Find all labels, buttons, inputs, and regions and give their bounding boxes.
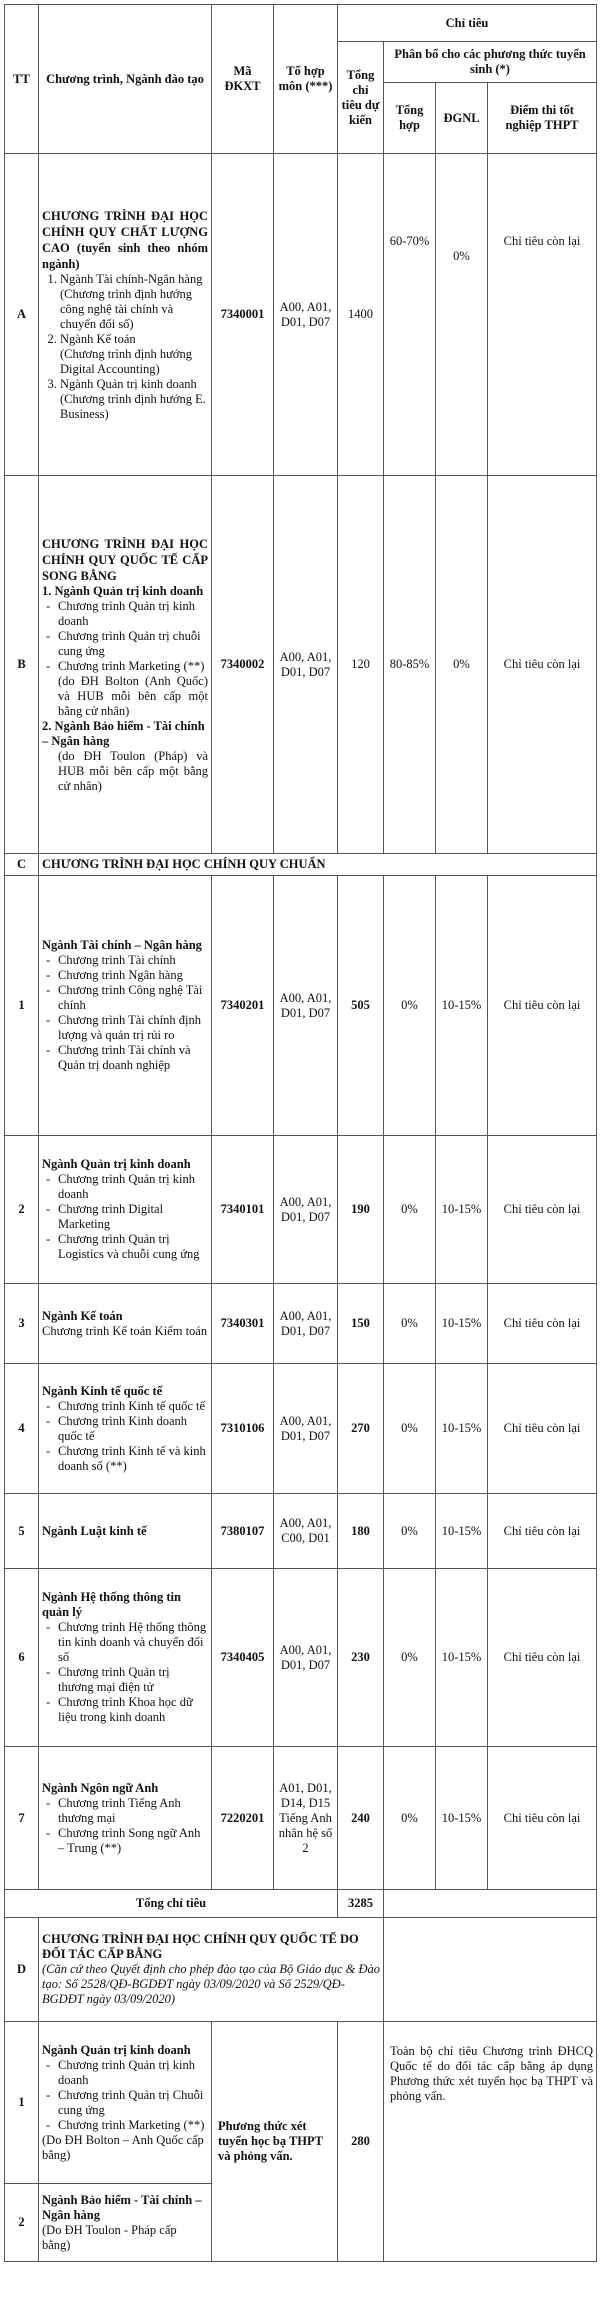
row-tt: 2: [5, 2184, 39, 2262]
row-thpt: Chỉ tiêu còn lại: [488, 1364, 597, 1494]
row-major: Ngành Luật kinh tế: [42, 1523, 147, 1538]
row-program: [39, 2022, 212, 2184]
admission-quota-table: [4, 4, 597, 2262]
row-tong-hop: 0%: [384, 1136, 436, 1284]
row-dgnl: 10-15%: [436, 1569, 488, 1747]
row-combo: A00, A01, C00, D01: [274, 1494, 338, 1569]
row-dgnl: 10-15%: [436, 876, 488, 1136]
header-chi-tieu: Chỉ tiêu: [338, 5, 597, 42]
list-item: - Chương trình Tài chính: [42, 953, 208, 968]
section-b-tong-hop: 80-85%: [384, 476, 436, 854]
list-item: - Chương trình Quản trị kinh doanh: [42, 1172, 208, 1202]
row-program: [39, 1494, 212, 1569]
list-item: - Chương trình Tiếng Anh thương mại: [42, 1796, 208, 1826]
section-d-basis: (Căn cứ theo Quyết định cho phép đào tạo của Bộ Giáo dục & Đào tạo: Số 2528/QĐ-BGDĐT ngày 03/09/2020 và Số 2529/QĐ-BGDĐT ngày 03/09/2020): [42, 1962, 381, 2006]
row-programs: [42, 1796, 208, 1856]
row-program: [39, 1364, 212, 1494]
row-code: 7220201: [212, 1747, 274, 1890]
total-row: [5, 1890, 597, 1918]
table-row: [5, 2022, 597, 2184]
row-tt: 3: [5, 1284, 39, 1364]
section-a-program: [39, 154, 212, 476]
section-c-row: [5, 854, 597, 876]
list-item: - Chương trình Quản trị Chuỗi cung ứng: [42, 2088, 208, 2118]
header-tt: TT: [5, 5, 39, 154]
section-d-total: 280: [338, 2022, 384, 2262]
row-thpt: Chỉ tiêu còn lại: [488, 1136, 597, 1284]
row-code: 7310106: [212, 1364, 274, 1494]
row-major: Ngành Kinh tế quốc tế: [42, 1383, 163, 1398]
row-dgnl: 10-15%: [436, 1136, 488, 1284]
row-total: 230: [338, 1569, 384, 1747]
row-note: (Do ĐH Bolton – Anh Quốc cấp bằng): [42, 2132, 204, 2162]
row-dgnl: 10-15%: [436, 1747, 488, 1890]
table-row: [5, 1569, 597, 1747]
row-tong-hop: 0%: [384, 876, 436, 1136]
row-programs: [42, 1172, 208, 1262]
row-thpt: Chỉ tiêu còn lại: [488, 1569, 597, 1747]
section-c-title: CHƯƠNG TRÌNH ĐẠI HỌC CHÍNH QUY CHUẨN: [39, 854, 597, 876]
section-a-combo: A00, A01, D01, D07: [274, 154, 338, 476]
section-d-tt: D: [5, 1918, 39, 2022]
row-code: 7340201: [212, 876, 274, 1136]
list-item: - Chương trình Quản trị kinh doanh: [42, 599, 208, 629]
row-tt: 2: [5, 1136, 39, 1284]
header-thpt: Điểm thi tốt nghiệp THPT: [488, 83, 597, 154]
section-c-tt: C: [5, 854, 39, 876]
row-total: 150: [338, 1284, 384, 1364]
row-tong-hop: 0%: [384, 1569, 436, 1747]
section-b-row: [5, 476, 597, 854]
section-b-title: CHƯƠNG TRÌNH ĐẠI HỌC CHÍNH QUY QUỐC TẾ CẤP SONG BẰNG: [42, 536, 208, 583]
row-major: Ngành Hệ thống thông tin quản lý: [42, 1590, 181, 1619]
row-tt: 1: [5, 2022, 39, 2184]
list-item: - Chương trình Công nghệ Tài chính: [42, 983, 208, 1013]
row-code: 7340101: [212, 1136, 274, 1284]
row-combo: A00, A01, D01, D07: [274, 1136, 338, 1284]
section-b-code: 7340002: [212, 476, 274, 854]
section-b-note-2: (do ĐH Toulon (Pháp) và HUB mỗi bên cấp một bằng cử nhân): [58, 748, 208, 793]
row-total: 190: [338, 1136, 384, 1284]
table-row: [5, 1364, 597, 1494]
section-b-thpt: Chỉ tiêu còn lại: [488, 476, 597, 854]
total-label: Tổng chỉ tiêu: [5, 1890, 338, 1918]
table-row: [5, 1284, 597, 1364]
section-a-code: 7340001: [212, 154, 274, 476]
table-row: [5, 1136, 597, 1284]
row-code: 7380107: [212, 1494, 274, 1569]
list-item: - Chương trình Digital Marketing: [42, 1202, 208, 1232]
total-empty: [384, 1890, 597, 1918]
row-dgnl: 10-15%: [436, 1284, 488, 1364]
section-b-major-2: 2. Ngành Bảo hiểm - Tài chính – Ngân hàng: [42, 718, 205, 748]
section-d-note: Toàn bộ chỉ tiêu Chương trình ĐHCQ Quốc tế do đối tác cấp bằng áp dụng Phương thức xét tuyển học bạ THPT và phỏng vấn.: [384, 2022, 597, 2262]
section-b-program: [39, 476, 212, 854]
list-item: - Chương trình Quản trị thương mại điện tử: [42, 1665, 208, 1695]
list-item: - Chương trình Kinh tế và kinh doanh số (**): [42, 1444, 208, 1474]
table-row: [5, 1747, 597, 1890]
row-program: [39, 1747, 212, 1890]
section-a-thpt: Chỉ tiêu còn lại: [488, 154, 597, 476]
section-b-major-1: 1. Ngành Quản trị kinh doanh: [42, 583, 204, 598]
section-b-combo: A00, A01, D01, D07: [274, 476, 338, 854]
row-total: 240: [338, 1747, 384, 1890]
row-combo: A00, A01, D01, D07: [274, 1364, 338, 1494]
row-program: [39, 2184, 212, 2262]
row-thpt: Chỉ tiêu còn lại: [488, 1494, 597, 1569]
row-programs: [42, 1399, 208, 1474]
section-a-tong-hop: 60-70%: [384, 154, 436, 476]
row-major: Ngành Kế toán: [42, 1308, 123, 1323]
row-programs: [42, 953, 208, 1073]
header-total: Tổng chỉ tiêu dự kiến: [338, 42, 384, 154]
list-item: - Chương trình Song ngữ Anh – Trung (**): [42, 1826, 208, 1856]
list-item: 3. Ngành Quản trị kinh doanh (Chương trình định hướng E. Business): [60, 377, 208, 422]
section-b-programs: [42, 599, 208, 674]
row-tt: 1: [5, 876, 39, 1136]
list-item: 1. Ngành Tài chính-Ngân hàng (Chương trình định hướng công nghệ tài chính và chuyển đổi số): [60, 272, 208, 332]
row-code: 7340301: [212, 1284, 274, 1364]
section-a-row: [5, 154, 597, 476]
row-combo: A00, A01, D01, D07: [274, 876, 338, 1136]
row-programs: [42, 1620, 208, 1725]
row-tt: 4: [5, 1364, 39, 1494]
list-item: - Chương trình Tài chính định lượng và quản trị rủi ro: [42, 1013, 208, 1043]
list-item: - Chương trình Marketing (**): [42, 659, 208, 674]
row-thpt: Chỉ tiêu còn lại: [488, 876, 597, 1136]
list-item: - Chương trình Ngân hàng: [42, 968, 208, 983]
row-major: Ngành Quản trị kinh doanh: [42, 1157, 191, 1171]
list-item: 2. Ngành Kế toán (Chương trình định hướng Digital Accounting): [60, 332, 208, 377]
list-item: - Chương trình Kinh doanh quốc tế: [42, 1414, 208, 1444]
section-a-tt: A: [5, 154, 39, 476]
row-tt: 6: [5, 1569, 39, 1747]
section-a-list: [42, 272, 208, 422]
row-thpt: Chỉ tiêu còn lại: [488, 1747, 597, 1890]
row-note: (Do ĐH Toulon - Pháp cấp bằng): [42, 2222, 177, 2252]
row-dgnl: 10-15%: [436, 1364, 488, 1494]
list-item: - Chương trình Quản trị Logistics và chuỗi cung ứng: [42, 1232, 208, 1262]
row-tong-hop: 0%: [384, 1284, 436, 1364]
row-major: Ngành Ngôn ngữ Anh: [42, 1780, 159, 1795]
section-d-empty: [384, 1918, 597, 2022]
header-row-1: [5, 5, 597, 42]
row-program-text: Chương trình Kế toán Kiểm toán: [42, 1323, 208, 1338]
header-code: Mã ĐKXT: [212, 5, 274, 154]
list-item: - Chương trình Quản trị kinh doanh: [42, 2058, 208, 2088]
header-program: Chương trình, Ngành đào tạo: [39, 5, 212, 154]
header-phan-bo: Phân bổ cho các phương thức tuyển sinh (*): [384, 42, 597, 83]
table-row: [5, 876, 597, 1136]
row-major: Ngành Bảo hiểm - Tài chính – Ngân hàng: [42, 2192, 202, 2222]
section-d-title: CHƯƠNG TRÌNH ĐẠI HỌC CHÍNH QUY QUỐC TẾ DO ĐỐI TÁC CẤP BẰNG: [42, 1932, 359, 1961]
section-b-dgnl: 0%: [436, 476, 488, 854]
row-tt: 5: [5, 1494, 39, 1569]
section-b-note-1: (do ĐH Bolton (Anh Quốc) và HUB mỗi bên cấp một bằng cử nhân): [58, 673, 208, 718]
row-programs: [42, 2058, 208, 2133]
row-combo: A00, A01, D01, D07: [274, 1284, 338, 1364]
row-total: 180: [338, 1494, 384, 1569]
section-b-total: 120: [338, 476, 384, 854]
row-thpt: Chỉ tiêu còn lại: [488, 1284, 597, 1364]
header-dgnl: ĐGNL: [436, 83, 488, 154]
section-d-header: [39, 1918, 384, 2022]
total-value: 3285: [338, 1890, 384, 1918]
row-tt: 7: [5, 1747, 39, 1890]
header-combo: Tổ hợp môn (***): [274, 5, 338, 154]
section-a-dgnl: 0%: [436, 154, 488, 476]
row-dgnl: 10-15%: [436, 1494, 488, 1569]
list-item: - Chương trình Tài chính và Quản trị doanh nghiệp: [42, 1043, 208, 1073]
row-tong-hop: 0%: [384, 1494, 436, 1569]
list-item: - Chương trình Hệ thống thông tin kinh doanh và chuyển đổi số: [42, 1620, 208, 1665]
row-major: Ngành Quản trị kinh doanh: [42, 2042, 191, 2057]
row-code: 7340405: [212, 1569, 274, 1747]
list-item: - Chương trình Quản trị chuỗi cung ứng: [42, 629, 208, 659]
section-a-total: 1400: [338, 154, 384, 476]
header-tong-hop: Tổng hợp: [384, 83, 436, 154]
row-program: [39, 1136, 212, 1284]
row-combo: A00, A01, D01, D07: [274, 1569, 338, 1747]
row-program: [39, 1284, 212, 1364]
list-item: - Chương trình Kinh tế quốc tế: [42, 1399, 208, 1414]
row-total: 270: [338, 1364, 384, 1494]
section-d-row: [5, 1918, 597, 2022]
row-combo: A01, D01, D14, D15 Tiếng Anh nhân hệ số 2: [274, 1747, 338, 1890]
table-row: [5, 1494, 597, 1569]
row-total: 505: [338, 876, 384, 1136]
list-item: - Chương trình Khoa học dữ liệu trong kinh doanh: [42, 1695, 208, 1725]
admission-quota-document: [4, 4, 596, 2262]
row-tong-hop: 0%: [384, 1364, 436, 1494]
list-item: - Chương trình Marketing (**): [42, 2118, 208, 2133]
row-program: [39, 1569, 212, 1747]
row-program: [39, 876, 212, 1136]
section-a-title: CHƯƠNG TRÌNH ĐẠI HỌC CHÍNH QUY CHẤT LƯỢNG CAO (tuyển sinh theo nhóm ngành): [42, 208, 208, 271]
section-b-tt: B: [5, 476, 39, 854]
section-d-method: Phương thức xét tuyển học bạ THPT và phỏng vấn.: [212, 2022, 338, 2262]
row-tong-hop: 0%: [384, 1747, 436, 1890]
row-major: Ngành Tài chính – Ngân hàng: [42, 938, 202, 952]
